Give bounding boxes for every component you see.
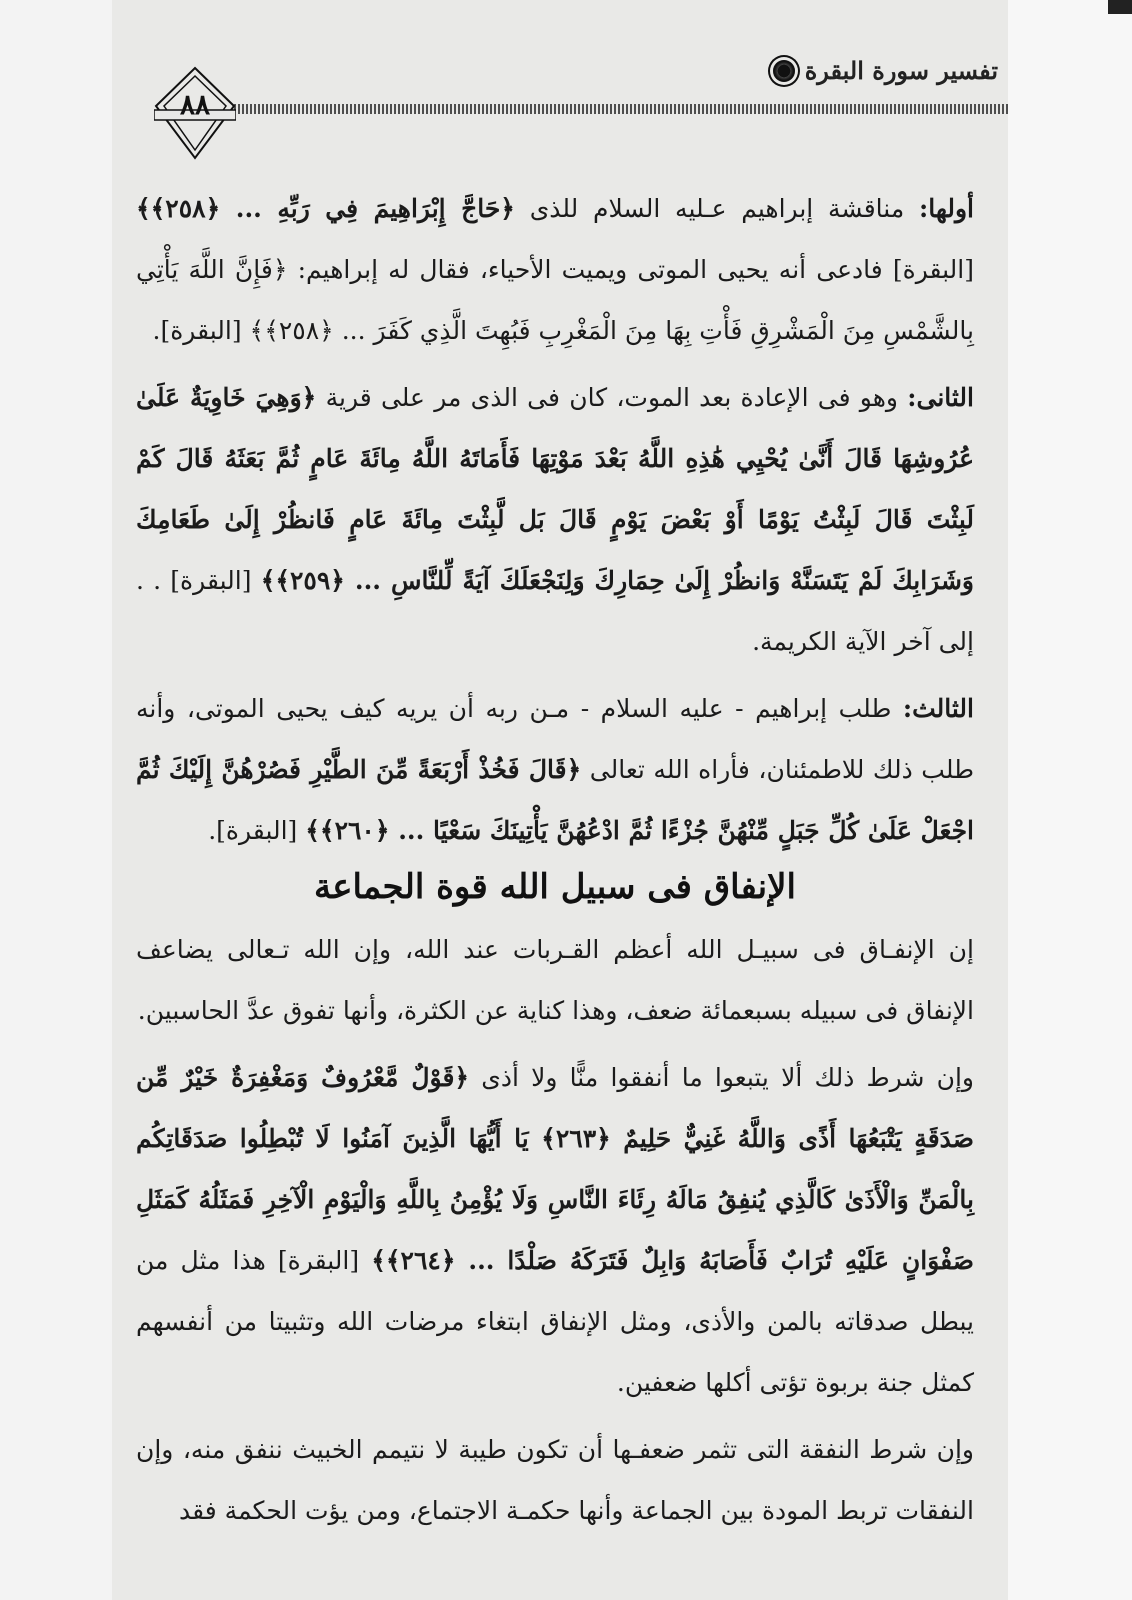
paragraph-lead: أولها:	[918, 194, 974, 223]
page-number-badge	[154, 66, 236, 160]
paragraph-lead: الثالث:	[902, 694, 974, 723]
paragraph-text: مناقشة إبراهيم عـليه السلام للذى	[529, 194, 905, 223]
paragraph	[136, 178, 974, 361]
running-header	[773, 56, 998, 85]
page-margin-left	[0, 0, 112, 1600]
page-margin-right	[1008, 0, 1132, 1600]
scan-edge	[1108, 0, 1132, 14]
paragraph-text: طلب إبراهيم - عليه السلام - مـن ربه أن يريه كيف يحيى الموتى، وأنه طلب ذلك للاطمئنان، فأراه الله تعالى	[136, 694, 975, 784]
section-heading: الإنفاق فى سبيل الله قوة الجماعة	[314, 867, 796, 907]
paragraph-text: وإن شرط النفقة التى تثمر ضعفـها أن تكون طيبة لا نتيمم الخبيث ننفق منه، وإن النفقات تربط المودة بين الجماعة وأنها حكمـة الاجتماع، ومن يؤت الحكمة فقد	[136, 1435, 974, 1525]
paragraph-text: وهو فى الإعادة بعد الموت، كان فى الذى مر على قرية	[325, 383, 898, 412]
paragraph	[136, 1419, 974, 1541]
paragraph-tail: [البقرة] . . إلى آخر الآية الكريمة.	[136, 566, 974, 656]
page-number: ٨٨	[179, 88, 211, 121]
rosette-ornament-icon	[773, 60, 795, 82]
page-body	[136, 178, 974, 1541]
paragraph	[136, 678, 974, 861]
paragraph	[136, 1047, 974, 1413]
paragraph	[136, 919, 974, 1041]
paragraph-text: إن الإنفـاق فى سبيـل الله أعظم القـربات عند الله، وإن الله تـعالى يضاعف الإنفاق فى سبيله بسبعمائة ضعف، وهذا كناية عن الكثرة، وأنها تفوق عدَّ الحاسبين.	[136, 935, 974, 1025]
quran-verse: ﴿حَاجَّ إِبْرَاهِيمَ فِي رَبِّهِ ... ﴿٢٥٨﴾﴾	[136, 194, 515, 223]
quran-verse: ﴿وَهِيَ خَاوِيَةٌ عَلَىٰ عُرُوشِهَا قَالَ أَنَّىٰ يُحْيِي هَٰذِهِ اللَّهُ بَعْدَ مَوْتِهَا فَأَمَاتَهُ اللَّهُ مِائَةَ عَامٍ ثُمَّ بَعَثَهُ قَالَ كَمْ لَبِثْتَ قَالَ لَبِثْتُ يَوْمًا أَوْ بَعْضَ يَوْمٍ قَالَ بَل لَّبِثْتَ مِائَةَ عَامٍ فَانظُرْ إِلَىٰ طَعَامِكَ وَشَرَابِكَ لَمْ يَتَسَنَّهْ وَانظُرْ إِلَىٰ حِمَارِكَ وَلِنَجْعَلَكَ آيَةً لِّلنَّاسِ ... ﴿٢٥٩﴾﴾	[136, 383, 974, 595]
paragraph-tail: [البقرة] فادعى أنه يحيى الموتى ويميت الأحياء، فقال له إبراهيم: ﴿فَإِنَّ اللَّهَ يَأْتِي بِالشَّمْسِ مِنَ الْمَشْرِقِ فَأْتِ بِهَا مِنَ الْمَغْرِبِ فَبُهِتَ الَّذِي كَفَرَ ... ﴿٢٥٨﴾﴾ [البقرة].	[136, 255, 974, 345]
paragraph-lead: الثانى:	[907, 383, 974, 412]
running-title: تفسير سورة البقرة	[804, 56, 998, 85]
header-rule	[230, 104, 1008, 114]
quran-verse: ﴿قَالَ فَخُذْ أَرْبَعَةً مِّنَ الطَّيْرِ فَصُرْهُنَّ إِلَيْكَ ثُمَّ اجْعَلْ عَلَىٰ كُلِّ جَبَلٍ مِّنْهُنَّ جُزْءًا ثُمَّ ادْعُهُنَّ يَأْتِينَكَ سَعْيًا ... ﴿٢٦٠﴾﴾	[136, 755, 974, 845]
paragraph-tail: [البقرة].	[208, 816, 298, 845]
paragraph-tail: [البقرة] هذا مثل من يبطل صدقاته بالمن والأذى، ومثل الإنفاق ابتغاء مرضات الله وتثبيتا من أنفسهم كمثل جنة بربوة تؤتى أكلها ضعفين.	[136, 1246, 974, 1397]
quran-verse: ﴿قَوْلٌ مَّعْرُوفٌ وَمَغْفِرَةٌ خَيْرٌ مِّن صَدَقَةٍ يَتْبَعُهَا أَذًى وَاللَّهُ غَنِيٌّ حَلِيمٌ ﴿٢٦٣﴾ يَا أَيُّهَا الَّذِينَ آمَنُوا لَا تُبْطِلُوا صَدَقَاتِكُم بِالْمَنِّ وَالْأَذَىٰ كَالَّذِي يُنفِقُ مَالَهُ رِئَاءَ النَّاسِ وَلَا يُؤْمِنُ بِاللَّهِ وَالْيَوْمِ الْآخِرِ فَمَثَلُهُ كَمَثَلِ صَفْوَانٍ عَلَيْهِ تُرَابٌ فَأَصَابَهُ وَابِلٌ فَتَرَكَهُ صَلْدًا ... ﴿٢٦٤﴾﴾	[136, 1063, 975, 1275]
paragraph-text: وإن شرط ذلك ألا يتبعوا ما أنفقوا منًّا ولا أذى	[481, 1063, 974, 1092]
book-page	[112, 0, 1008, 1600]
paragraph	[136, 367, 974, 672]
